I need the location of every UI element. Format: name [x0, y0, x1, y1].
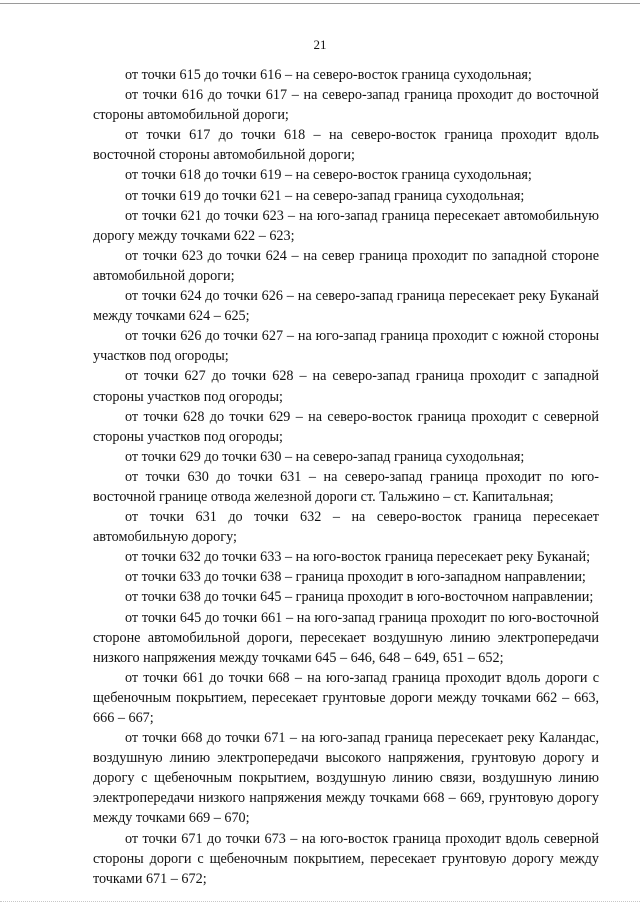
boundary-paragraph: от точки 671 до точки 673 – на юго-восток граница проходит вдоль северной стороны дороги с щебеночным покрытием, пересекает грунтовую дорогу между точками 671 – 672;	[93, 830, 599, 887]
scan-bottom-edge-line	[0, 901, 640, 902]
boundary-paragraph: от точки 628 до точки 629 – на северо-восток граница проходит с северной стороны участков под огороды;	[93, 408, 599, 445]
boundary-paragraph: от точки 629 до точки 630 – на северо-запад граница суходольная;	[125, 448, 525, 465]
boundary-paragraph: от точки 617 до точки 618 – на северо-восток граница проходит вдоль восточной стороны автомобильной дороги;	[93, 127, 599, 164]
boundary-paragraph: от точки 616 до точки 617 – на северо-запад граница проходит до восточной стороны автомобильной дороги;	[93, 87, 599, 124]
boundary-paragraph: от точки 631 до точки 632 – на северо-восток граница пересекает автомобильную дорогу;	[93, 509, 599, 546]
boundary-paragraph: от точки 624 до точки 626 – на северо-запад граница пересекает реку Буканай между точками 624 – 625;	[93, 288, 599, 325]
boundary-paragraph: от точки 645 до точки 661 – на юго-запад граница проходит по юго-восточной стороне автомобильной дороги, пересекает воздушную линию электропередачи низкого напряжения между точками 645 – 646, 648 – 649, 651 – 652;	[93, 609, 599, 666]
boundary-paragraph: от точки 621 до точки 623 – на юго-запад граница пересекает автомобильную дорогу между точками 622 – 623;	[93, 207, 599, 244]
page-number: 21	[313, 37, 327, 52]
boundary-paragraph: от точки 638 до точки 645 – граница проходит в юго-восточном направлении;	[125, 589, 594, 606]
boundary-paragraph: от точки 626 до точки 627 – на юго-запад граница проходит с южной стороны участков под огороды;	[93, 328, 599, 365]
boundary-paragraph: от точки 661 до точки 668 – на юго-запад граница проходит вдоль дороги с щебеночным покрытием, пересекает грунтовые дороги между точками 662 – 663, 666 – 667;	[93, 669, 599, 726]
document-body	[93, 65, 599, 889]
scan-top-edge-line	[0, 3, 640, 4]
boundary-paragraph: от точки 615 до точки 616 – на северо-восток граница суходольная;	[125, 67, 532, 83]
boundary-paragraph: от точки 618 до точки 619 – на северо-восток граница суходольная;	[125, 167, 532, 184]
boundary-paragraph: от точки 632 до точки 633 – на юго-восток граница пересекает реку Буканай;	[125, 549, 591, 566]
boundary-paragraph: от точки 633 до точки 638 – граница проходит в юго-западном направлении;	[125, 569, 586, 586]
boundary-paragraph: от точки 619 до точки 621 – на северо-запад граница суходольная;	[125, 187, 525, 204]
boundary-paragraph: от точки 623 до точки 624 – на север граница проходит по западной стороне автомобильной дороги;	[93, 247, 599, 284]
boundary-paragraph: от точки 668 до точки 671 – на юго-запад граница пересекает реку Каландас, воздушную линию электропередачи высокого напряжения, грунтовую дорогу и дорогу с щебеночным покрытием, воздушную линию связи, воздушную линию электропередачи низкого напряжения между точками 668 – 669, грунтовую дорогу между точками 669 – 670;	[93, 730, 599, 827]
boundary-paragraph: от точки 627 до точки 628 – на северо-запад граница проходит с западной стороны участков под огороды;	[93, 368, 599, 405]
boundary-paragraph: от точки 630 до точки 631 – на северо-запад граница проходит по юго-восточной границе отвода железной дороги ст. Тальжино – ст. Капитальная;	[93, 468, 599, 505]
